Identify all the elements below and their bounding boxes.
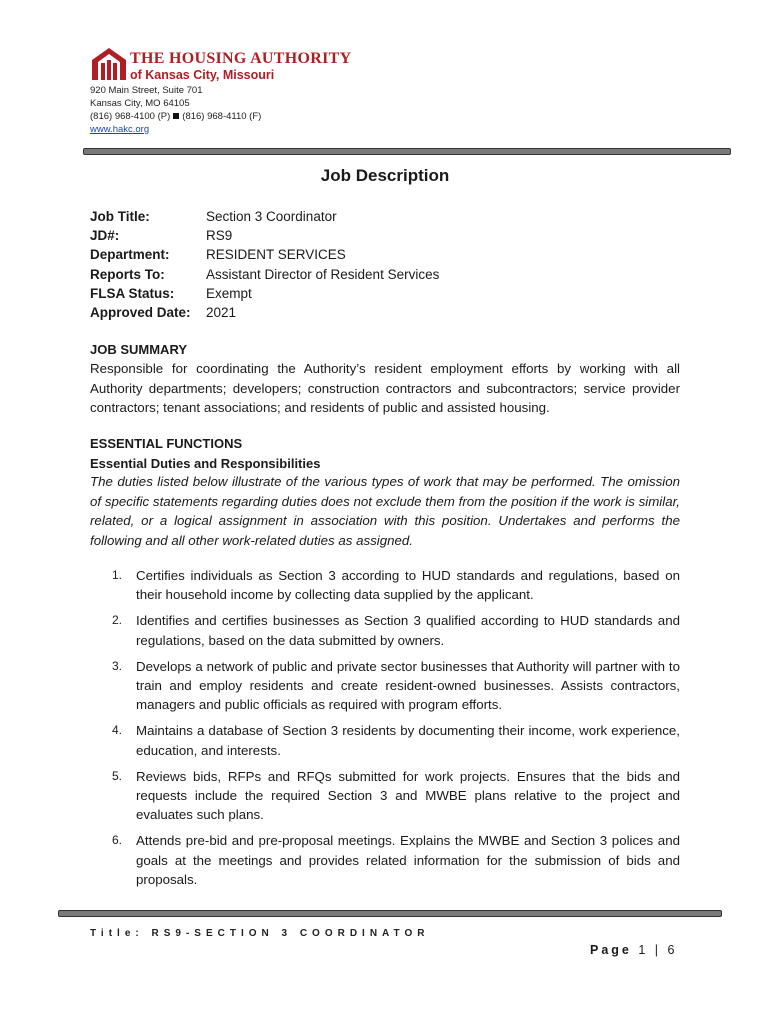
meta-value: 2021 bbox=[206, 305, 237, 321]
website-link[interactable]: www.hakc.org bbox=[90, 124, 150, 135]
list-number: 5. bbox=[112, 768, 123, 783]
job-summary-text: Responsible for coordinating the Authority’s resident employment efforts by working with all Authority departments; developers; construction contractors and subcontractors; service provider contractors; tenant associations; and residents of public and assisted housing. bbox=[90, 361, 680, 416]
essential-functions-heading: ESSENTIAL FUNCTIONS bbox=[90, 436, 243, 451]
meta-key: Job Title: bbox=[90, 209, 150, 224]
meta-row bbox=[90, 226, 439, 245]
meta-value: Section 3 Coordinator bbox=[206, 209, 337, 224]
list-item-text: Reviews bids, RFPs and RFQs submitted for work projects. Ensures that the bids and requests include the required Section 3 and MWBE plans relative to the project and evaluates such plans. bbox=[136, 768, 680, 823]
meta-key: Department: bbox=[90, 247, 170, 263]
list-item bbox=[90, 831, 680, 889]
meta-key: FLSA Status: bbox=[90, 285, 175, 301]
meta-row bbox=[90, 207, 439, 226]
meta-row bbox=[90, 284, 439, 303]
meta-row bbox=[90, 265, 439, 284]
org-location: of Kansas City, Missouri bbox=[130, 68, 275, 82]
page-title: Job Description bbox=[320, 166, 450, 185]
list-item-text: Attends pre-bid and pre-proposal meetings. Explains the MWBE and Section 3 polices and goals at the meetings and provides related information for the submission of bids and proposals. bbox=[136, 833, 680, 887]
footer-divider bbox=[58, 910, 722, 917]
meta-value: Exempt bbox=[206, 285, 252, 301]
list-item bbox=[90, 657, 680, 715]
list-item bbox=[90, 611, 680, 649]
list-item-text: Develops a network of public and private sector businesses that Authority will partner with to train and employ residents and create resident-owned businesses. Assists contractors, managers and public officials as required with program efforts. bbox=[136, 658, 680, 713]
duties-intro: The duties listed below illustrate of the various types of work that may be performed. The omission of specific statements regarding duties does not exclude them from the position if the work is similar, related, or a logical assignment in association with this position. Undertakes and performs the following and all other work-related duties as assigned. bbox=[90, 474, 680, 548]
meta-key: Reports To: bbox=[90, 266, 165, 282]
fax-number: (816) 968-4110 (F) bbox=[182, 111, 262, 122]
list-item bbox=[90, 767, 680, 825]
address-city: Kansas City, MO 64105 bbox=[90, 98, 190, 109]
list-number: 1. bbox=[112, 568, 123, 582]
list-number: 6. bbox=[112, 833, 123, 848]
meta-key: JD#: bbox=[90, 228, 120, 244]
duties-list bbox=[90, 566, 680, 889]
org-address bbox=[90, 84, 261, 136]
list-item bbox=[90, 566, 680, 604]
list-number: 3. bbox=[112, 658, 123, 673]
org-name: THE HOUSING AUTHORITY bbox=[130, 50, 352, 67]
job-summary-heading: JOB SUMMARY bbox=[90, 342, 188, 357]
meta-value: RESIDENT SERVICES bbox=[206, 247, 346, 263]
job-meta-table bbox=[90, 207, 439, 322]
list-item bbox=[90, 721, 680, 759]
page-number: Page 1 | 6 bbox=[590, 943, 678, 957]
housing-logo-icon bbox=[90, 46, 128, 80]
list-item-text: Maintains a database of Section 3 residents by documenting their income, work experience, education, and interests. bbox=[136, 723, 680, 758]
list-number: 2. bbox=[112, 613, 123, 628]
contact-numbers bbox=[90, 110, 261, 123]
duties-subheading: Essential Duties and Responsibilities bbox=[90, 456, 321, 471]
meta-value: RS9 bbox=[206, 228, 233, 244]
meta-row bbox=[90, 303, 439, 322]
square-bullet-icon bbox=[173, 113, 179, 119]
header-divider bbox=[83, 148, 731, 155]
list-item-text: Identifies and certifies businesses as Section 3 qualified according to HUD standards and regulations, based on the data submitted by owners. bbox=[136, 613, 680, 648]
list-item-text: Certifies individuals as Section 3 according to HUD standards and regulations, based on their household income by collecting data supplied by the applicant. bbox=[136, 568, 680, 603]
page-total: 6 bbox=[667, 943, 678, 957]
address-street: 920 Main Street, Suite 701 bbox=[90, 85, 203, 96]
meta-row bbox=[90, 245, 439, 264]
page-current: 1 bbox=[638, 943, 649, 957]
page-label: Page bbox=[590, 943, 632, 957]
org-logo bbox=[90, 46, 351, 82]
list-number: 4. bbox=[112, 723, 123, 738]
footer-title: Title: RS9-SECTION 3 COORDINATOR bbox=[90, 928, 430, 939]
phone-number: (816) 968-4100 (P) bbox=[90, 111, 171, 122]
meta-key: Approved Date: bbox=[90, 305, 191, 321]
meta-value: Assistant Director of Resident Services bbox=[206, 266, 440, 282]
